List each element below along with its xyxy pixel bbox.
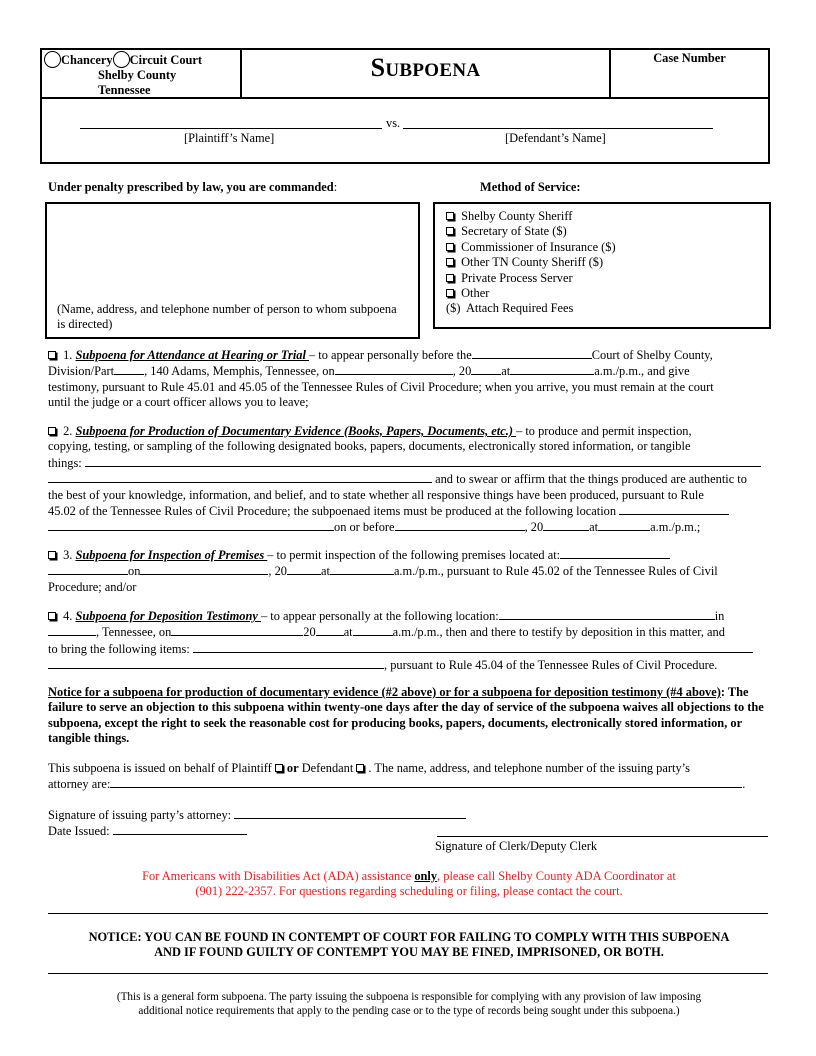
section-number: 3.: [63, 548, 73, 562]
premises-field[interactable]: [560, 547, 670, 559]
items-field-2[interactable]: [48, 657, 384, 669]
section-production: [48, 424, 770, 536]
divider: [48, 973, 768, 974]
year-field[interactable]: [543, 519, 589, 531]
section-text: Procedure; and/or: [48, 579, 137, 594]
section-text: – to permit inspection of the following premises located at:: [267, 548, 561, 562]
items-field[interactable]: [85, 455, 761, 467]
clerk-signature-line[interactable]: [437, 836, 768, 837]
defendant-name-line[interactable]: [403, 128, 713, 129]
objection-notice-text: : The failure to serve an objection to this subpoena within twenty-one days after the day of service of the subpoena waives all objections to the subpoena, except the right to seek the reasonable cost for producing books, papers, documents, electronically stored information, or tangible things.: [48, 685, 764, 746]
court-selector: [44, 51, 240, 98]
deposition-location-field[interactable]: [499, 608, 715, 620]
section-deposition: [48, 608, 770, 674]
section-title: Subpoena for Deposition Testimony: [75, 609, 261, 623]
service-option-label: Private Process Server: [461, 270, 573, 285]
date-field[interactable]: [395, 519, 525, 531]
section-text: at: [501, 364, 511, 379]
checkbox-icon[interactable]: [446, 212, 454, 220]
clerk-signature-label: Signature of Clerk/Deputy Clerk: [435, 839, 598, 853]
section-text: at: [589, 520, 599, 535]
section-text: on: [128, 564, 141, 579]
section-text: , 20: [268, 564, 287, 579]
section-text: Court of Shelby County,: [591, 348, 713, 362]
service-option[interactable]: [446, 271, 616, 286]
section-text: on or before: [334, 520, 395, 535]
items-field-2[interactable]: [48, 471, 432, 483]
plaintiff-name-line[interactable]: [80, 128, 382, 129]
chancery-label: Chancery: [61, 53, 113, 67]
section-text: , pursuant to Rule 45.04 of the Tennessee Rules of Civil Procedure.: [384, 658, 718, 673]
time-field[interactable]: [598, 519, 650, 531]
divider: [48, 913, 768, 914]
defendant-label: [Defendant’s Name]: [505, 131, 606, 145]
service-option-label: Secretary of State ($): [461, 224, 567, 239]
checkbox-icon[interactable]: [446, 289, 454, 297]
service-options: [446, 209, 616, 317]
contempt-line: AND IF FOUND GUILTY OF CONTEMPT YOU MAY BE FINED, IMPRISONED, OR BOTH.: [154, 945, 664, 960]
section-text: and to swear or affirm that the things produced are authentic to: [432, 472, 747, 487]
section-number: 4.: [63, 609, 73, 623]
county-name: Shelby County: [98, 68, 177, 82]
fees-prefix: ($): [446, 301, 461, 316]
issued-or: or: [286, 761, 299, 775]
checkbox-icon[interactable]: [48, 351, 56, 359]
section-text: a.m./p.m., pursuant to Rule 45.02 of the Tennessee Rules of Civil: [393, 564, 718, 579]
year-field[interactable]: [316, 624, 344, 636]
checkbox-icon[interactable]: [48, 612, 56, 620]
section-number: 2.: [63, 424, 73, 438]
section-number: 1.: [63, 348, 73, 362]
ada-text: , please call Shelby County ADA Coordinator at: [437, 869, 676, 883]
section-text: – to produce and permit inspection,: [516, 424, 692, 438]
chancery-radio[interactable]: [44, 51, 61, 68]
fees-label: Attach Required Fees: [465, 301, 574, 316]
footer-disclaimer: [48, 990, 770, 1018]
section-text: a.m./p.m., then and there to testify by deposition in this matter, and: [392, 625, 725, 640]
service-option-label: Other: [461, 286, 490, 301]
checkbox-icon[interactable]: [446, 227, 454, 235]
location-field-2[interactable]: [48, 519, 334, 531]
service-option[interactable]: [446, 286, 616, 301]
section-text: , Tennessee, on: [96, 625, 172, 640]
year-field[interactable]: [471, 363, 501, 375]
date-field[interactable]: [171, 624, 303, 636]
location-field[interactable]: [619, 503, 729, 515]
objection-notice-heading: Notice for a subpoena for production of documentary evidence (#2 above) or for a subpoena for deposition testimony (#4 above): [48, 685, 721, 699]
state-name: Tennessee: [98, 83, 151, 97]
circuit-label: Circuit: [129, 53, 168, 67]
premises-field-2[interactable]: [48, 563, 128, 575]
section-text: at: [320, 564, 330, 579]
checkbox-icon[interactable]: [446, 258, 454, 266]
method-of-service-label: Method of Service:: [480, 180, 581, 194]
plaintiff-label: [Plaintiff’s Name]: [184, 131, 275, 145]
command-text: Under penalty prescribed by law, you are commanded: [48, 180, 334, 194]
defendant-checkbox[interactable]: [356, 764, 364, 772]
section-text: – to appear personally before the: [309, 348, 472, 362]
footer-line: additional notice requirements that apply to the pending case or to the type of records being sought under this subpoena.): [138, 1005, 680, 1017]
service-option[interactable]: [446, 224, 616, 239]
court-field[interactable]: [472, 347, 592, 359]
checkbox-icon[interactable]: [48, 551, 56, 559]
issued-text: attorney are:: [48, 777, 111, 792]
page-title: [242, 53, 609, 86]
year-field[interactable]: [287, 563, 321, 575]
section-text: , 140 Adams, Memphis, Tennessee, on: [144, 364, 335, 379]
date-field[interactable]: [335, 363, 453, 375]
service-option[interactable]: [446, 209, 616, 224]
section-text: testimony, pursuant to Rule 45.01 and 45.05 of the Tennessee Rules of Civil Procedure; when you arrive, you must remain at the court: [48, 379, 714, 394]
command-colon: :: [333, 180, 338, 194]
recipient-note: (Name, address, and telephone number of person to whom subpoena is directed): [57, 302, 397, 332]
ada-notice: [48, 869, 770, 900]
section-text: a.m./p.m., and give: [594, 364, 690, 379]
signature-block: [48, 807, 770, 840]
case-number-label: Case Number: [653, 51, 726, 65]
city-field[interactable]: [48, 624, 96, 636]
section-text: , 20: [452, 364, 472, 379]
section-title: Subpoena for Attendance at Hearing or Trial: [75, 348, 310, 362]
issued-text: This subpoena is issued on behalf of Plaintiff: [48, 761, 275, 775]
section-text: at: [343, 625, 353, 640]
ada-text: For Americans with Disabilities Act (ADA) assistance: [142, 869, 415, 883]
fees-note: [446, 301, 616, 316]
section-text: in: [714, 609, 725, 623]
footer-line: (This is a general form subpoena. The party issuing the subpoena is responsible for complying with any provision of law imposing: [116, 991, 702, 1003]
checkbox-icon[interactable]: [446, 274, 454, 282]
checkbox-icon[interactable]: [48, 427, 56, 435]
service-option-label: Shelby County Sheriff: [461, 209, 573, 223]
issued-text: . The name, address, and telephone number of the issuing party’s: [368, 761, 690, 775]
checkbox-icon[interactable]: [446, 243, 454, 251]
items-field[interactable]: [193, 641, 753, 653]
ada-only: only: [414, 869, 438, 883]
section-text: things:: [48, 455, 85, 470]
section-text: until the judge or a court officer allows you to leave;: [48, 395, 309, 410]
section-text: the best of your knowledge, information, and belief, and to state whether all responsive things have been produced, pursuant to Rule: [48, 487, 704, 502]
section-attendance: [48, 347, 770, 411]
court-word: Court: [170, 53, 203, 67]
division-field[interactable]: [114, 363, 144, 375]
date-issued-label: Date Issued:: [48, 824, 113, 839]
command-label: [48, 180, 337, 195]
title-initial: S: [370, 53, 386, 82]
issued-text: Defendant: [298, 761, 357, 775]
date-field[interactable]: [140, 563, 268, 575]
section-text: a.m./p.m.;: [650, 520, 701, 535]
section-text: 45.02 of the Tennessee Rules of Civil Procedure; the subpoenaed items must be produced at the following location: [48, 504, 620, 519]
case-number-field[interactable]: [612, 68, 767, 95]
section-inspection: [48, 547, 770, 595]
section-text: – to appear personally at the following location:: [260, 609, 499, 623]
attorney-signature-field[interactable]: [234, 807, 466, 819]
service-option-label: Other TN County Sheriff ($): [461, 255, 604, 270]
attorney-info-field[interactable]: [110, 776, 742, 788]
contempt-notice: [48, 930, 770, 961]
section-title: Subpoena for Inspection of Premises: [75, 548, 268, 562]
title-rest: UBPOENA: [385, 60, 481, 81]
plaintiff-checkbox[interactable]: [275, 764, 283, 772]
service-option-label: Commissioner of Insurance ($): [461, 239, 616, 254]
section-text: Division/Part: [48, 364, 115, 379]
time-field[interactable]: [330, 563, 394, 575]
service-option[interactable]: [446, 255, 616, 270]
time-field[interactable]: [510, 363, 594, 375]
section-text: , 20: [524, 520, 544, 535]
objection-notice: [48, 685, 770, 747]
section-title: Subpoena for Production of Documentary Evidence (Books, Papers, Documents, etc.): [75, 424, 517, 438]
issued-on-behalf: [48, 761, 770, 793]
section-text: 20: [303, 625, 316, 640]
section-text: to bring the following items:: [48, 641, 193, 656]
service-option[interactable]: [446, 240, 616, 255]
section-text: copying, testing, or sampling of the following designated books, papers, documents, electronically stored information, or tangible: [48, 439, 691, 454]
circuit-radio[interactable]: [113, 51, 130, 68]
time-field[interactable]: [353, 624, 393, 636]
ada-text: (901) 222-2357. For questions regarding scheduling or filing, please contact the court.: [195, 884, 623, 899]
contempt-line: NOTICE: YOU CAN BE FOUND IN CONTEMPT OF COURT FOR FAILING TO COMPLY WITH THIS SUBPOENA: [88, 930, 730, 944]
attorney-signature-label: Signature of issuing party’s attorney:: [48, 808, 235, 822]
vs-label: vs.: [386, 116, 401, 130]
issued-text: .: [742, 777, 746, 792]
date-issued-field[interactable]: [113, 823, 247, 835]
